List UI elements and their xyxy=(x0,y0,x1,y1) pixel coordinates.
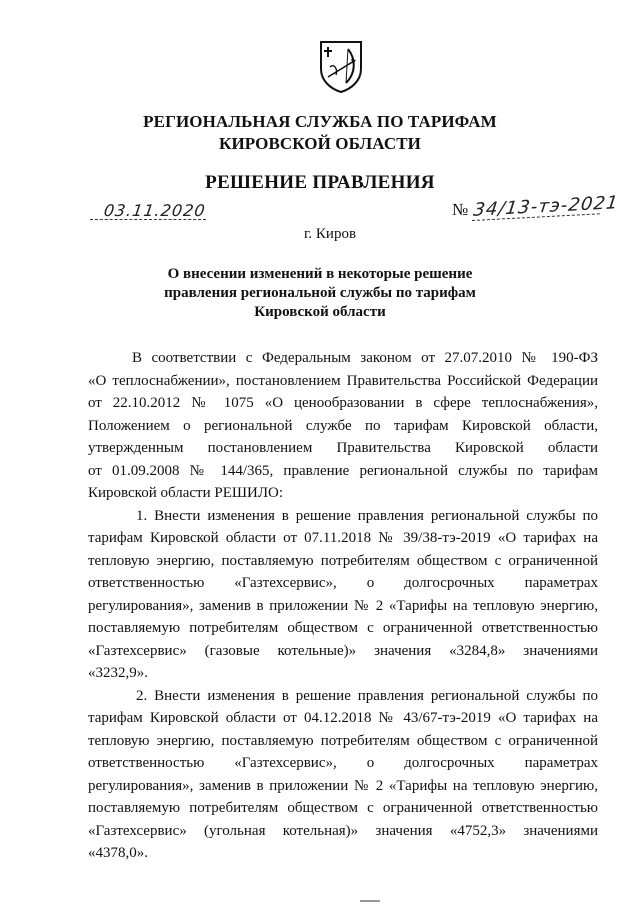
number-label: № xyxy=(452,200,469,219)
item-1-line: тарифам Кировской области от 07.11.2018 № 39/38-тэ-2019 «О тарифах на xyxy=(88,530,598,546)
item-2-line: ответственностью «Газтехсервис», о долгосрочных параметрах xyxy=(88,755,598,771)
document-type-title: РЕШЕНИЕ ПРАВЛЕНИЯ xyxy=(205,172,435,193)
item-1-line: поставляемую потребителям обществом с ограниченной ответственностью xyxy=(88,620,598,636)
preamble-line: Положением о региональной службе по тарифам Кировской области, xyxy=(88,417,598,434)
subject-line-2: правления региональной службы по тарифам xyxy=(164,285,476,301)
page-footer-mark xyxy=(360,900,380,902)
item-2-line: «Газтехсервис» (угольная котельная)» значения «4752,3» значениями xyxy=(88,822,598,839)
preamble-line: от 22.10.2012 № 1075 «О ценообразовании в сфере теплоснабжения», xyxy=(88,395,598,411)
item-2-line: 2. Внести изменения в решение правления региональной службы по xyxy=(136,687,598,704)
handwritten-date: 03.11.2020 xyxy=(102,201,207,220)
item-1-line: «3232,9». xyxy=(88,665,148,681)
preamble-line: «О теплоснабжении», постановлением Правительства Российской Федерации xyxy=(88,372,598,389)
item-1-line: тепловую энергию, поставляемую потребителям обществом с ограниченной xyxy=(88,552,598,569)
handwritten-document-number: 34/13-тэ-2021 xyxy=(472,192,620,221)
subject-line-3: Кировской области xyxy=(254,304,386,320)
item-1-line: 1. Внести изменения в решение правления региональной службы по xyxy=(136,507,598,524)
city-line: г. Киров xyxy=(303,226,357,242)
kirov-oblast-coat-of-arms-icon xyxy=(318,39,364,93)
item-1-line: ответственностью «Газтехсервис», о долгосрочных параметрах xyxy=(88,575,598,591)
organization-name-line-1: РЕГИОНАЛЬНАЯ СЛУЖБА ПО ТАРИФАМ xyxy=(143,112,497,131)
item-1-line: «Газтехсервис» (газовые котельные)» значения «3284,8» значениями xyxy=(88,642,598,659)
item-2-line: регулирования», заменив в приложении № 2 «Тарифы на тепловую энергию, xyxy=(88,777,598,794)
organization-name-line-2: КИРОВСКОЙ ОБЛАСТИ xyxy=(219,134,421,153)
preamble-line: утвержденным постановлением Правительства Кировской области xyxy=(88,440,598,456)
subject-line-1: О внесении изменений в некоторые решение xyxy=(167,266,473,282)
item-1-line: регулирования», заменив в приложении № 2 «Тарифы на тепловую энергию, xyxy=(88,597,598,614)
item-2-line: «4378,0». xyxy=(88,845,148,861)
preamble-line: от 01.09.2008 № 144/365, правление региональной службы по тарифам xyxy=(88,462,598,479)
preamble-line: Кировской области РЕШИЛО: xyxy=(88,485,284,501)
preamble-line: В соответствии с Федеральным законом от 27.07.2010 № 190-ФЗ xyxy=(132,350,598,366)
date-underline xyxy=(90,219,206,221)
item-2-line: тепловую энергию, поставляемую потребителям обществом с ограниченной xyxy=(88,732,598,749)
item-2-line: поставляемую потребителям обществом с ограниченной ответственностью xyxy=(88,800,598,816)
document-body xyxy=(88,347,598,865)
item-2-line: тарифам Кировской области от 04.12.2018 № 43/67-тэ-2019 «О тарифах на xyxy=(88,710,598,726)
